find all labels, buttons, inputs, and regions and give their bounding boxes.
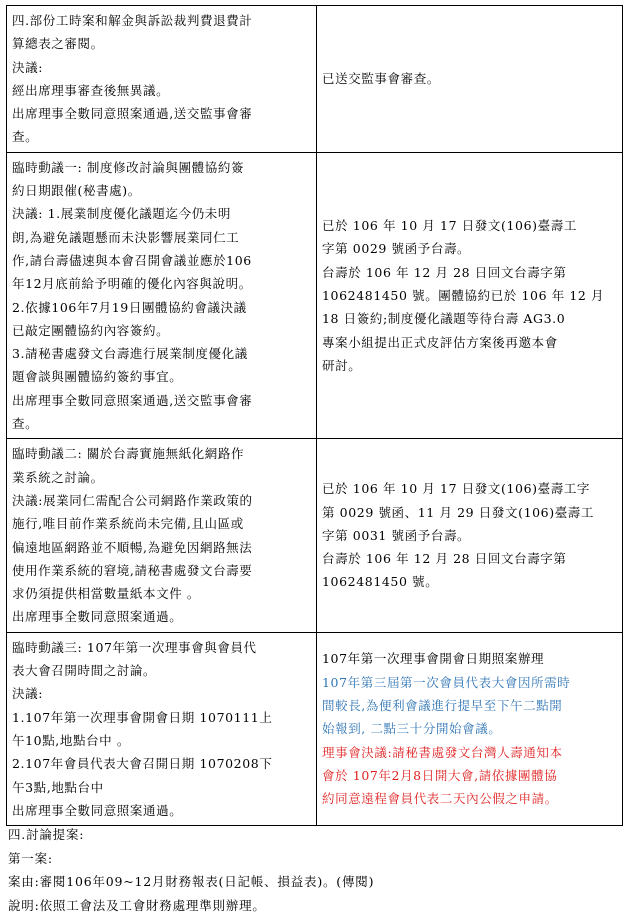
table-row [7,152,623,439]
discussion-section [8,823,628,917]
text-line: 台壽於 106 年 12 月 28 日回文台壽字第 [322,261,618,284]
text-line-red: 約同意遠程會員代表二天內公假之申請。 [322,787,618,810]
text-line: 使用作業系統的窘境,請秘書處發文台壽要 [12,559,312,582]
text-line: 2.107年會員代表大會召開日期 1070208下 [12,752,312,775]
status-cell [317,632,623,825]
text-line: 算總表之審閱。 [12,32,312,55]
text-line: 決議: [12,682,312,705]
section-heading: 四.討論提案: [8,823,628,847]
text-line: 表大會召開時間之討論。 [12,659,312,682]
text-line-blue: 107年第三屆第一次會員代表大會因所需時 [322,671,618,694]
text-line: 年12月底前給予明確的優化內容與說明。 [12,272,312,295]
status-cell [317,152,623,439]
text-line: 出席理事全數同意照案通過。 [12,799,312,822]
table-row [7,6,623,153]
text-line: 3.請秘書處發文台壽進行展業制度優化議 [12,342,312,365]
text-line: 第 0029 號函、11 月 29 日發文(106)臺壽工 [322,501,618,524]
text-line: 查。 [12,125,312,148]
case-title: 第一案: [8,847,628,871]
text-line: 出席理事全數同意照案通過,送交監事會審 [12,102,312,125]
text-line: 施行,唯目前作業系統尚未完備,且山區或 [12,512,312,535]
text-line: 專案小組提出正式皮評估方案後再邀本會 [322,331,618,354]
motion-cell [7,6,317,153]
motion-cell [7,632,317,825]
text-line: 已於 106 年 10 月 17 日發文(106)臺壽工 [322,214,618,237]
text-line: 作,請台壽儘速與本會召開會議並應於106 [12,249,312,272]
text-line: 1062481450 號。團體協約已於 106 年 12 月 [322,284,618,307]
text-line: 研討。 [322,354,618,377]
text-line: 107年第一次理事會開會日期照案辦理 [322,647,618,670]
motion-cell [7,439,317,632]
text-line: 決議: 1.展業制度優化議題迄今仍未明 [12,202,312,225]
text-line: 2.依據106年7月19日團體協約會議決議 [12,296,312,319]
text-line: 午3點,地點台中 [12,776,312,799]
minutes-table [6,5,623,826]
text-line: 臨時動議二: 關於台壽實施無紙化網路作 [12,442,312,465]
text-line: 決議: [12,56,312,79]
text-line: 已於 106 年 10 月 17 日發文(106)臺壽工字 [322,477,618,500]
text-line-blue: 間較長,為便利會議進行提早至下午二點開 [322,694,618,717]
text-line-red: 會於 107年2月8日開大會,請依據團體協 [322,764,618,787]
motion-cell [7,152,317,439]
text-line: 題會談與團體協約簽約事宜。 [12,365,312,388]
text-line: 1.107年第一次理事會開會日期 1070111上 [12,706,312,729]
text-line: 經出席理事審查後無異議。 [12,79,312,102]
text-line: 四.部份工時案和解金與訴訟裁判費退費計 [12,9,312,32]
text-line-blue: 始報到, 二點三十分開始會議。 [322,717,618,740]
text-line-red: 理事會決議:請秘書處發文台灣人壽通知本 [322,741,618,764]
text-line: 偏遠地區網路並不順暢,為避免因網路無法 [12,536,312,559]
text-line: 字第 0031 號函予台壽。 [322,524,618,547]
text-line: 朗,為避免議題懸而未決影響展業同仁工 [12,226,312,249]
text-line: 求仍須提供相當數量紙本文件 。 [12,582,312,605]
text-line: 決議:展業同仁需配合公司網路作業政策的 [12,489,312,512]
text-line: 午10點,地點台中 。 [12,729,312,752]
status-cell [317,439,623,632]
text-line: 已敲定團體協約內容簽約。 [12,319,312,342]
text-line: 字第 0029 號函予台壽。 [322,237,618,260]
table-row [7,439,623,632]
text-line: 已送交監事會審查。 [322,67,618,90]
text-line: 業系統之討論。 [12,466,312,489]
text-line: 18 日簽約;制度優化議題等待台壽 AG3.0 [322,307,618,330]
text-line: 臨時動議一: 制度修改討論與團體協約簽 [12,156,312,179]
case-explanation: 說明:依照工會法及工會財務處理準則辦理。 [8,894,628,917]
case-reason: 案由:審閱106年09~12月財務報表(日記帳、損益表)。(傳閱) [8,870,628,894]
table-row [7,632,623,825]
status-cell [317,6,623,153]
text-line: 出席理事全數同意照案通過,送交監事會審 [12,389,312,412]
text-line: 查。 [12,412,312,435]
text-line: 出席理事全數同意照案通過。 [12,605,312,628]
text-line: 臨時動議三: 107年第一次理事會與會員代 [12,636,312,659]
text-line: 約日期跟催(秘書處)。 [12,179,312,202]
text-line: 1062481450 號。 [322,570,618,593]
text-line: 台壽於 106 年 12 月 28 日回文台壽字第 [322,547,618,570]
